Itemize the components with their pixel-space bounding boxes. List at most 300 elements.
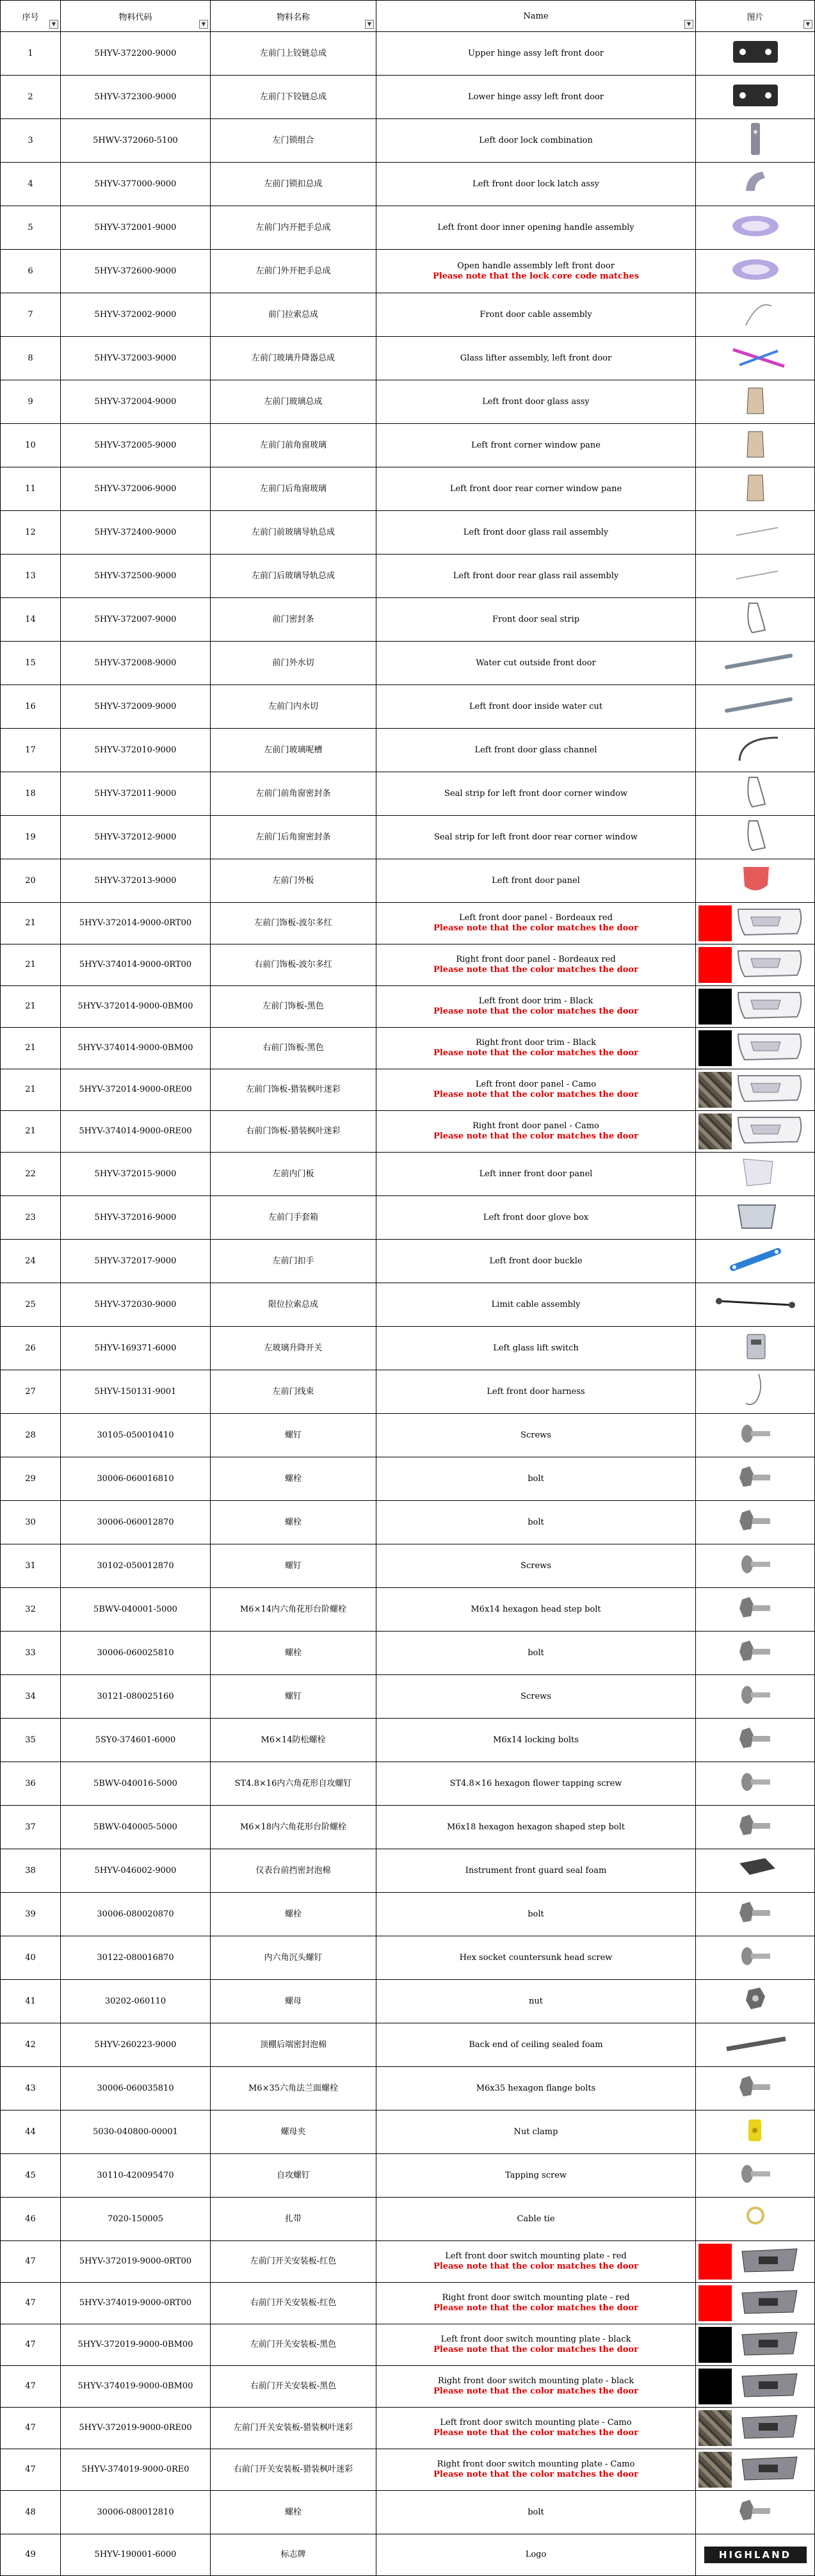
cell-image[interactable] — [696, 2241, 815, 2283]
cell-name-en[interactable] — [376, 32, 696, 76]
cell-code[interactable] — [61, 1588, 211, 1632]
cell-name-en[interactable] — [376, 2067, 696, 2110]
header-no[interactable] — [1, 1, 61, 32]
cell-code[interactable] — [61, 1283, 211, 1327]
cell-name-cn[interactable] — [211, 1632, 376, 1675]
cell-name-cn[interactable] — [211, 903, 376, 944]
cell-image[interactable] — [696, 2366, 815, 2408]
cell-name-cn[interactable] — [211, 2408, 376, 2449]
cell-name-en[interactable] — [376, 1675, 696, 1719]
cell-code[interactable] — [61, 1414, 211, 1457]
cell-code[interactable] — [61, 1501, 211, 1544]
cell-name-en[interactable] — [376, 119, 696, 163]
cell-code[interactable] — [61, 293, 211, 337]
cell-code[interactable] — [61, 2023, 211, 2067]
cell-name-cn[interactable] — [211, 76, 376, 119]
cell-name-cn[interactable] — [211, 1370, 376, 1414]
cell-name-en[interactable] — [376, 1588, 696, 1632]
cell-no[interactable] — [1, 163, 61, 206]
cell-code[interactable] — [61, 2491, 211, 2534]
cell-name-cn[interactable] — [211, 467, 376, 511]
cell-image[interactable] — [696, 1327, 815, 1370]
cell-name-en[interactable] — [376, 250, 696, 293]
cell-image[interactable] — [696, 2154, 815, 2198]
cell-name-cn[interactable] — [211, 424, 376, 467]
cell-no[interactable] — [1, 1849, 61, 1893]
cell-no[interactable] — [1, 76, 61, 119]
cell-image[interactable] — [696, 1544, 815, 1588]
filter-dropdown-icon[interactable]: ▼ — [49, 20, 58, 29]
cell-name-en[interactable] — [376, 2449, 696, 2491]
cell-code[interactable] — [61, 2110, 211, 2154]
cell-code[interactable] — [61, 76, 211, 119]
cell-no[interactable] — [1, 2198, 61, 2241]
cell-image[interactable] — [696, 1501, 815, 1544]
cell-name-cn[interactable] — [211, 163, 376, 206]
cell-name-en[interactable] — [376, 2110, 696, 2154]
cell-name-en[interactable] — [376, 1414, 696, 1457]
cell-image[interactable] — [696, 2408, 815, 2449]
filter-dropdown-icon[interactable]: ▼ — [199, 20, 208, 29]
cell-code[interactable] — [61, 119, 211, 163]
cell-image[interactable] — [696, 903, 815, 944]
cell-name-en[interactable] — [376, 1240, 696, 1283]
cell-no[interactable] — [1, 337, 61, 380]
cell-image[interactable] — [696, 1806, 815, 1849]
cell-image[interactable] — [696, 1980, 815, 2023]
cell-image[interactable] — [696, 1370, 815, 1414]
cell-name-cn[interactable] — [211, 1849, 376, 1893]
filter-dropdown-icon[interactable]: ▼ — [684, 20, 693, 29]
cell-code[interactable] — [61, 555, 211, 598]
cell-name-cn[interactable] — [211, 1111, 376, 1153]
cell-image[interactable] — [696, 598, 815, 642]
cell-no[interactable] — [1, 1762, 61, 1806]
cell-name-cn[interactable] — [211, 2366, 376, 2408]
cell-name-cn[interactable] — [211, 337, 376, 380]
cell-name-cn[interactable] — [211, 293, 376, 337]
cell-image[interactable] — [696, 2110, 815, 2154]
cell-name-en[interactable] — [376, 772, 696, 816]
cell-code[interactable] — [61, 859, 211, 903]
cell-name-cn[interactable] — [211, 1414, 376, 1457]
cell-name-cn[interactable] — [211, 1283, 376, 1327]
cell-name-cn[interactable] — [211, 2283, 376, 2324]
cell-code[interactable] — [61, 1196, 211, 1240]
cell-no[interactable] — [1, 772, 61, 816]
cell-no[interactable] — [1, 2067, 61, 2110]
cell-code[interactable] — [61, 380, 211, 424]
cell-no[interactable] — [1, 1414, 61, 1457]
cell-no[interactable] — [1, 944, 61, 986]
cell-no[interactable] — [1, 2491, 61, 2534]
cell-no[interactable] — [1, 1283, 61, 1327]
cell-image[interactable] — [696, 380, 815, 424]
cell-name-en[interactable] — [376, 2324, 696, 2366]
header-name-en[interactable] — [376, 1, 696, 32]
cell-name-cn[interactable] — [211, 1457, 376, 1501]
cell-no[interactable] — [1, 1980, 61, 2023]
cell-name-cn[interactable] — [211, 1762, 376, 1806]
cell-no[interactable] — [1, 2283, 61, 2324]
cell-code[interactable] — [61, 1849, 211, 1893]
cell-code[interactable] — [61, 424, 211, 467]
cell-name-en[interactable] — [376, 2366, 696, 2408]
cell-code[interactable] — [61, 1240, 211, 1283]
cell-image[interactable] — [696, 1414, 815, 1457]
cell-name-en[interactable] — [376, 1719, 696, 1762]
cell-name-en[interactable] — [376, 1327, 696, 1370]
cell-name-cn[interactable] — [211, 32, 376, 76]
cell-image[interactable] — [696, 1153, 815, 1196]
cell-name-en[interactable] — [376, 467, 696, 511]
cell-name-cn[interactable] — [211, 250, 376, 293]
cell-image[interactable] — [696, 1028, 815, 1069]
cell-name-cn[interactable] — [211, 2067, 376, 2110]
cell-name-en[interactable] — [376, 1370, 696, 1414]
cell-image[interactable] — [696, 1111, 815, 1153]
cell-name-cn[interactable] — [211, 2110, 376, 2154]
cell-name-cn[interactable] — [211, 685, 376, 729]
cell-name-cn[interactable] — [211, 1501, 376, 1544]
cell-image[interactable] — [696, 2534, 815, 2576]
cell-name-en[interactable] — [376, 1893, 696, 1936]
cell-image[interactable] — [696, 2491, 815, 2534]
cell-name-en[interactable] — [376, 986, 696, 1028]
cell-name-cn[interactable] — [211, 816, 376, 859]
cell-image[interactable] — [696, 1069, 815, 1111]
cell-no[interactable] — [1, 859, 61, 903]
cell-no[interactable] — [1, 1327, 61, 1370]
cell-code[interactable] — [61, 986, 211, 1028]
cell-no[interactable] — [1, 380, 61, 424]
cell-name-en[interactable] — [376, 1028, 696, 1069]
cell-code[interactable] — [61, 642, 211, 685]
cell-name-en[interactable] — [376, 511, 696, 555]
cell-name-cn[interactable] — [211, 511, 376, 555]
cell-name-cn[interactable] — [211, 2154, 376, 2198]
header-name-cn[interactable] — [211, 1, 376, 32]
cell-no[interactable] — [1, 1370, 61, 1414]
cell-name-en[interactable] — [376, 2241, 696, 2283]
cell-no[interactable] — [1, 2324, 61, 2366]
filter-dropdown-icon[interactable]: ▼ — [803, 20, 812, 29]
cell-code[interactable] — [61, 2534, 211, 2576]
cell-code[interactable] — [61, 1028, 211, 1069]
cell-code[interactable] — [61, 1980, 211, 2023]
cell-name-en[interactable] — [376, 903, 696, 944]
cell-name-en[interactable] — [376, 337, 696, 380]
cell-image[interactable] — [696, 250, 815, 293]
cell-no[interactable] — [1, 2023, 61, 2067]
cell-name-en[interactable] — [376, 944, 696, 986]
cell-name-en[interactable] — [376, 2283, 696, 2324]
cell-no[interactable] — [1, 1806, 61, 1849]
cell-image[interactable] — [696, 2198, 815, 2241]
cell-code[interactable] — [61, 1719, 211, 1762]
cell-name-cn[interactable] — [211, 555, 376, 598]
cell-image[interactable] — [696, 772, 815, 816]
cell-no[interactable] — [1, 2154, 61, 2198]
cell-name-cn[interactable] — [211, 598, 376, 642]
cell-no[interactable] — [1, 1153, 61, 1196]
cell-image[interactable] — [696, 1283, 815, 1327]
cell-no[interactable] — [1, 511, 61, 555]
cell-code[interactable] — [61, 2154, 211, 2198]
cell-no[interactable] — [1, 467, 61, 511]
cell-no[interactable] — [1, 2408, 61, 2449]
cell-image[interactable] — [696, 1762, 815, 1806]
cell-image[interactable] — [696, 1240, 815, 1283]
cell-name-cn[interactable] — [211, 1327, 376, 1370]
cell-name-en[interactable] — [376, 1980, 696, 2023]
cell-image[interactable] — [696, 511, 815, 555]
cell-name-cn[interactable] — [211, 2198, 376, 2241]
cell-name-cn[interactable] — [211, 1719, 376, 1762]
cell-name-cn[interactable] — [211, 729, 376, 772]
cell-code[interactable] — [61, 816, 211, 859]
cell-no[interactable] — [1, 1028, 61, 1069]
cell-image[interactable] — [696, 293, 815, 337]
cell-no[interactable] — [1, 1632, 61, 1675]
cell-image[interactable] — [696, 467, 815, 511]
cell-name-en[interactable] — [376, 2023, 696, 2067]
cell-name-cn[interactable] — [211, 859, 376, 903]
header-code[interactable] — [61, 1, 211, 32]
cell-image[interactable] — [696, 1936, 815, 1980]
cell-image[interactable] — [696, 1457, 815, 1501]
cell-name-en[interactable] — [376, 293, 696, 337]
cell-no[interactable] — [1, 250, 61, 293]
cell-name-en[interactable] — [376, 1457, 696, 1501]
cell-name-cn[interactable] — [211, 1069, 376, 1111]
cell-name-cn[interactable] — [211, 1196, 376, 1240]
cell-name-cn[interactable] — [211, 380, 376, 424]
cell-name-en[interactable] — [376, 424, 696, 467]
cell-no[interactable] — [1, 598, 61, 642]
cell-code[interactable] — [61, 1111, 211, 1153]
cell-code[interactable] — [61, 2324, 211, 2366]
cell-name-en[interactable] — [376, 2491, 696, 2534]
cell-code[interactable] — [61, 1893, 211, 1936]
cell-name-en[interactable] — [376, 642, 696, 685]
cell-image[interactable] — [696, 2324, 815, 2366]
cell-image[interactable] — [696, 1632, 815, 1675]
cell-name-cn[interactable] — [211, 642, 376, 685]
cell-image[interactable] — [696, 1849, 815, 1893]
cell-code[interactable] — [61, 729, 211, 772]
cell-image[interactable] — [696, 859, 815, 903]
cell-no[interactable] — [1, 685, 61, 729]
cell-code[interactable] — [61, 511, 211, 555]
cell-no[interactable] — [1, 1675, 61, 1719]
cell-image[interactable] — [696, 986, 815, 1028]
cell-name-en[interactable] — [376, 206, 696, 250]
cell-no[interactable] — [1, 2534, 61, 2576]
cell-name-en[interactable] — [376, 1936, 696, 1980]
cell-code[interactable] — [61, 685, 211, 729]
cell-no[interactable] — [1, 1457, 61, 1501]
cell-name-cn[interactable] — [211, 772, 376, 816]
cell-name-en[interactable] — [376, 1632, 696, 1675]
cell-no[interactable] — [1, 555, 61, 598]
cell-no[interactable] — [1, 293, 61, 337]
cell-name-cn[interactable] — [211, 1240, 376, 1283]
cell-image[interactable] — [696, 424, 815, 467]
cell-code[interactable] — [61, 1806, 211, 1849]
cell-name-en[interactable] — [376, 816, 696, 859]
cell-code[interactable] — [61, 1069, 211, 1111]
header-image[interactable] — [696, 1, 815, 32]
cell-no[interactable] — [1, 424, 61, 467]
cell-name-cn[interactable] — [211, 1028, 376, 1069]
cell-image[interactable] — [696, 642, 815, 685]
cell-name-en[interactable] — [376, 1069, 696, 1111]
cell-no[interactable] — [1, 2449, 61, 2491]
cell-name-en[interactable] — [376, 380, 696, 424]
cell-image[interactable] — [696, 206, 815, 250]
cell-code[interactable] — [61, 944, 211, 986]
cell-code[interactable] — [61, 1762, 211, 1806]
cell-name-cn[interactable] — [211, 206, 376, 250]
cell-name-cn[interactable] — [211, 2449, 376, 2491]
cell-image[interactable] — [696, 76, 815, 119]
cell-code[interactable] — [61, 32, 211, 76]
cell-code[interactable] — [61, 598, 211, 642]
cell-code[interactable] — [61, 1327, 211, 1370]
cell-no[interactable] — [1, 2366, 61, 2408]
cell-image[interactable] — [696, 816, 815, 859]
cell-no[interactable] — [1, 1893, 61, 1936]
cell-name-cn[interactable] — [211, 2241, 376, 2283]
cell-name-cn[interactable] — [211, 1675, 376, 1719]
cell-image[interactable] — [696, 163, 815, 206]
cell-name-en[interactable] — [376, 2534, 696, 2576]
cell-name-cn[interactable] — [211, 1980, 376, 2023]
cell-image[interactable] — [696, 337, 815, 380]
cell-name-en[interactable] — [376, 685, 696, 729]
cell-code[interactable] — [61, 2067, 211, 2110]
cell-code[interactable] — [61, 772, 211, 816]
cell-code[interactable] — [61, 1544, 211, 1588]
cell-name-en[interactable] — [376, 76, 696, 119]
cell-no[interactable] — [1, 1501, 61, 1544]
cell-code[interactable] — [61, 2449, 211, 2491]
cell-name-en[interactable] — [376, 1153, 696, 1196]
cell-name-en[interactable] — [376, 1283, 696, 1327]
cell-image[interactable] — [696, 2449, 815, 2491]
cell-code[interactable] — [61, 2241, 211, 2283]
cell-no[interactable] — [1, 903, 61, 944]
cell-name-cn[interactable] — [211, 1893, 376, 1936]
cell-no[interactable] — [1, 1069, 61, 1111]
cell-image[interactable] — [696, 729, 815, 772]
cell-no[interactable] — [1, 1240, 61, 1283]
cell-name-en[interactable] — [376, 2198, 696, 2241]
cell-no[interactable] — [1, 729, 61, 772]
cell-code[interactable] — [61, 1370, 211, 1414]
cell-no[interactable] — [1, 1936, 61, 1980]
cell-name-en[interactable] — [376, 1501, 696, 1544]
cell-image[interactable] — [696, 555, 815, 598]
cell-image[interactable] — [696, 119, 815, 163]
cell-name-en[interactable] — [376, 1849, 696, 1893]
cell-image[interactable] — [696, 1196, 815, 1240]
cell-code[interactable] — [61, 2408, 211, 2449]
cell-code[interactable] — [61, 163, 211, 206]
cell-name-cn[interactable] — [211, 986, 376, 1028]
cell-name-en[interactable] — [376, 555, 696, 598]
cell-no[interactable] — [1, 119, 61, 163]
cell-no[interactable] — [1, 642, 61, 685]
cell-no[interactable] — [1, 1111, 61, 1153]
cell-name-en[interactable] — [376, 1806, 696, 1849]
cell-name-en[interactable] — [376, 163, 696, 206]
cell-name-en[interactable] — [376, 1111, 696, 1153]
cell-name-cn[interactable] — [211, 1153, 376, 1196]
cell-code[interactable] — [61, 2366, 211, 2408]
cell-name-cn[interactable] — [211, 1936, 376, 1980]
cell-name-cn[interactable] — [211, 944, 376, 986]
cell-name-en[interactable] — [376, 598, 696, 642]
filter-dropdown-icon[interactable]: ▼ — [365, 20, 374, 29]
cell-name-cn[interactable] — [211, 1806, 376, 1849]
cell-code[interactable] — [61, 1153, 211, 1196]
cell-image[interactable] — [696, 1675, 815, 1719]
cell-image[interactable] — [696, 944, 815, 986]
cell-no[interactable] — [1, 1719, 61, 1762]
cell-image[interactable] — [696, 32, 815, 76]
cell-name-en[interactable] — [376, 1544, 696, 1588]
cell-image[interactable] — [696, 1719, 815, 1762]
cell-no[interactable] — [1, 986, 61, 1028]
cell-code[interactable] — [61, 467, 211, 511]
cell-name-en[interactable] — [376, 1762, 696, 1806]
cell-name-cn[interactable] — [211, 2324, 376, 2366]
cell-image[interactable] — [696, 1588, 815, 1632]
cell-name-en[interactable] — [376, 1196, 696, 1240]
cell-name-en[interactable] — [376, 2408, 696, 2449]
cell-no[interactable] — [1, 206, 61, 250]
cell-name-cn[interactable] — [211, 119, 376, 163]
cell-image[interactable] — [696, 2023, 815, 2067]
cell-image[interactable] — [696, 685, 815, 729]
cell-no[interactable] — [1, 816, 61, 859]
cell-image[interactable] — [696, 2067, 815, 2110]
cell-code[interactable] — [61, 206, 211, 250]
cell-code[interactable] — [61, 1632, 211, 1675]
cell-code[interactable] — [61, 1457, 211, 1501]
cell-image[interactable] — [696, 1893, 815, 1936]
cell-no[interactable] — [1, 1588, 61, 1632]
cell-no[interactable] — [1, 2110, 61, 2154]
cell-code[interactable] — [61, 337, 211, 380]
cell-image[interactable] — [696, 2283, 815, 2324]
cell-code[interactable] — [61, 1936, 211, 1980]
cell-no[interactable] — [1, 2241, 61, 2283]
cell-name-en[interactable] — [376, 729, 696, 772]
cell-code[interactable] — [61, 1675, 211, 1719]
cell-name-en[interactable] — [376, 2154, 696, 2198]
cell-code[interactable] — [61, 903, 211, 944]
cell-no[interactable] — [1, 1196, 61, 1240]
cell-name-en[interactable] — [376, 859, 696, 903]
cell-no[interactable] — [1, 1544, 61, 1588]
cell-name-cn[interactable] — [211, 1544, 376, 1588]
cell-code[interactable] — [61, 250, 211, 293]
cell-code[interactable] — [61, 2198, 211, 2241]
cell-name-cn[interactable] — [211, 2534, 376, 2576]
